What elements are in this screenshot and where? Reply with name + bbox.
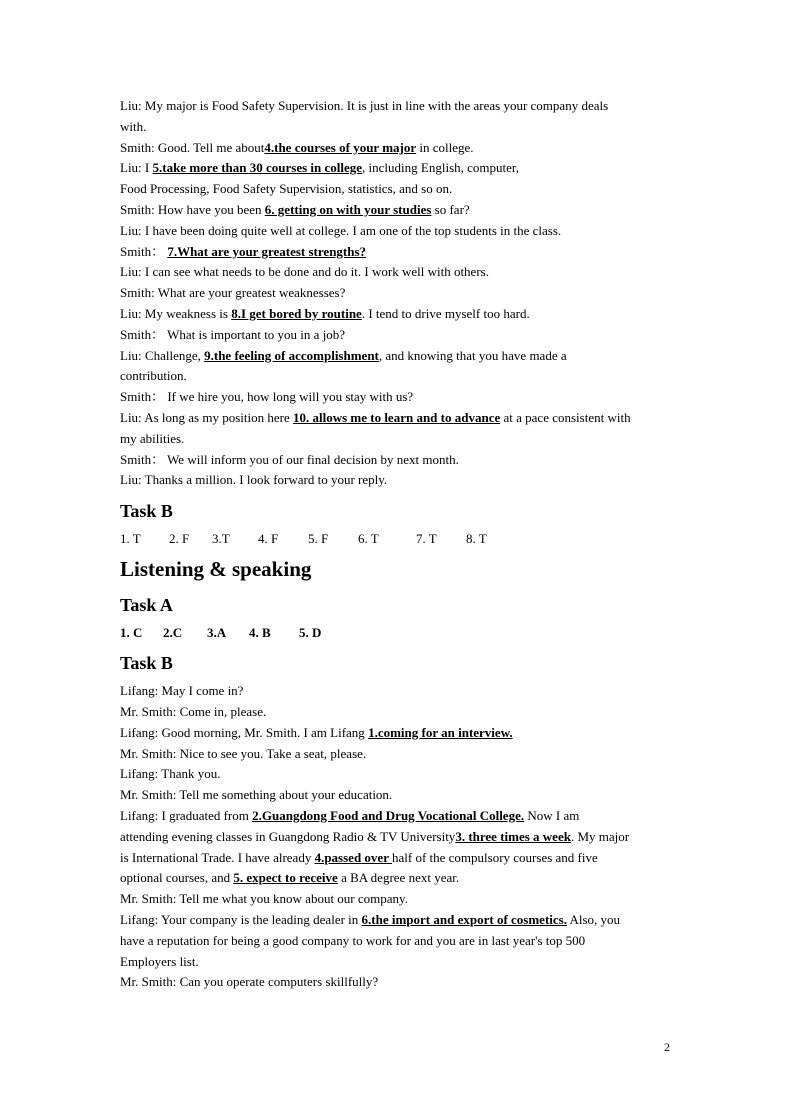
answer-item: 2.C	[163, 625, 183, 641]
dialogue-line	[120, 681, 680, 702]
answer-blank: 4.passed over	[314, 849, 392, 865]
answer-item: 4. B	[249, 625, 271, 641]
dialogue-line	[120, 429, 680, 450]
dialogue-text: Food Processing, Food Safety Supervision, statistics, and so on.	[120, 181, 453, 197]
dialogue-text: Liu: My major is Food Safety Supervision. It is just in line with the areas your company deals	[120, 98, 609, 113]
dialogue-text: Liu: I have been doing quite well at college. I am one of the top students in the class.	[120, 222, 562, 238]
task-b-answer-key	[120, 529, 680, 549]
dialogue-line	[120, 366, 680, 387]
answer-item: 1. T	[120, 531, 141, 547]
dialogue-line	[120, 972, 680, 993]
task-b2-heading: Task B	[120, 653, 173, 674]
dialogue-line	[120, 304, 680, 325]
dialogue-line	[120, 262, 680, 283]
dialogue-text: . I tend to drive myself too hard.	[361, 305, 530, 321]
dialogue-line	[120, 117, 680, 138]
answer-blank: 2.Guangdong Food and Drug Vocational College.	[252, 807, 525, 823]
dialogue-text: . My major	[570, 828, 630, 844]
dialogue-lifang-smith	[120, 681, 680, 993]
dialogue-text: Liu: I can see what needs to be done and do it. I work well with others.	[120, 264, 489, 280]
dialogue-line	[120, 889, 680, 910]
answer-blank: 5.take more than 30 courses in college	[152, 160, 363, 176]
dialogue-text: , and knowing that you have made a	[378, 347, 567, 363]
answer-blank: 1.coming for an interview.	[368, 724, 513, 740]
page-content	[120, 96, 680, 993]
dialogue-line	[120, 96, 680, 117]
dialogue-text: Smith: How have you been	[120, 201, 265, 217]
answer-blank: 6. getting on with your studies	[264, 201, 432, 217]
dialogue-line	[120, 764, 680, 785]
dialogue-text: at a pace consistent with	[500, 409, 631, 425]
answer-item: 3.A	[207, 625, 227, 641]
dialogue-line	[120, 723, 680, 744]
task-b-heading: Task B	[120, 501, 173, 522]
dialogue-text: Mr. Smith: Can you operate computers skillfully?	[120, 974, 379, 990]
dialogue-line	[120, 408, 680, 429]
answer-item: 1. C	[120, 625, 143, 641]
dialogue-line	[120, 283, 680, 304]
dialogue-text: attending evening classes in Guangdong Radio & TV University	[120, 828, 456, 844]
answer-item: 4. F	[258, 531, 279, 547]
answer-item: 2. F	[169, 531, 190, 547]
task-a-answer-key	[120, 623, 680, 643]
dialogue-text: Smith: What are your greatest weaknesses?	[120, 285, 346, 301]
answer-blank: 4.the courses of your major	[264, 139, 417, 155]
dialogue-line	[120, 346, 680, 367]
dialogue-text: so far?	[431, 201, 470, 217]
dialogue-line	[120, 221, 680, 242]
dialogue-text: in college.	[416, 139, 474, 155]
dialogue-line	[120, 848, 680, 869]
dialogue-text: Liu: Challenge,	[120, 347, 205, 363]
dialogue-text: with.	[120, 118, 147, 134]
dialogue-text: contribution.	[120, 368, 187, 384]
answer-blank: 9.the feeling of accomplishment	[204, 347, 379, 363]
dialogue-text: Employers list.	[120, 953, 199, 969]
dialogue-line	[120, 325, 680, 346]
answer-blank: 6.the import and export of cosmetics.	[361, 911, 567, 927]
dialogue-text: Lifang: Thank you.	[120, 766, 221, 782]
dialogue-text: , including English, computer,	[362, 160, 519, 176]
dialogue-line	[120, 744, 680, 765]
dialogue-text: Smith：	[120, 243, 168, 259]
dialogue-text: Mr. Smith: Tell me what you know about our company.	[120, 891, 408, 907]
dialogue-text: Liu: I	[120, 160, 153, 176]
dialogue-text: Now I am	[524, 807, 580, 823]
dialogue-line	[120, 702, 680, 723]
dialogue-line	[120, 242, 680, 263]
dialogue-line	[120, 827, 680, 848]
dialogue-text: Liu: Thanks a million. I look forward to your reply.	[120, 472, 388, 488]
answer-blank: 10. allows me to learn and to advance	[292, 409, 501, 425]
dialogue-text: Also, you	[566, 911, 621, 927]
dialogue-line	[120, 931, 680, 952]
dialogue-text: have a reputation for being a good company to work for and you are in last year's top 500	[120, 932, 586, 948]
dialogue-text: my abilities.	[120, 430, 185, 446]
dialogue-text: Smith: Good. Tell me about	[120, 139, 265, 155]
dialogue-line	[120, 785, 680, 806]
dialogue-line	[120, 200, 680, 221]
dialogue-line	[120, 952, 680, 973]
dialogue-line	[120, 910, 680, 931]
answer-blank: 7.What are your greatest strengths?	[167, 243, 367, 259]
dialogue-text: a BA degree next year.	[337, 870, 460, 886]
answer-item: 8. T	[466, 531, 487, 547]
dialogue-text: Lifang: I graduated from	[120, 807, 253, 823]
dialogue-text: Smith： What is important to you in a job?	[120, 326, 346, 342]
dialogue-line	[120, 158, 680, 179]
dialogue-text: Mr. Smith: Nice to see you. Take a seat, please.	[120, 745, 367, 761]
dialogue-line	[120, 806, 680, 827]
dialogue-line	[120, 179, 680, 200]
answer-item: 5. F	[308, 531, 329, 547]
task-a-heading: Task A	[120, 595, 173, 616]
dialogue-text: Lifang: May I come in?	[120, 683, 244, 699]
dialogue-text: Mr. Smith: Tell me something about your education.	[120, 787, 393, 803]
dialogue-text: Smith： If we hire you, how long will you stay with us?	[120, 389, 414, 405]
answer-blank: 8.I get bored by routine	[231, 305, 362, 321]
dialogue-text: Lifang: Good morning, Mr. Smith. I am Lifang	[120, 724, 369, 740]
dialogue-text: is International Trade. I have already	[120, 849, 315, 865]
dialogue-line	[120, 470, 680, 491]
answer-blank: 3. three times a week	[455, 828, 571, 844]
answer-item: 7. T	[416, 531, 437, 547]
answer-item: 5. D	[299, 625, 322, 641]
answer-blank: 5. expect to receive	[233, 870, 338, 886]
section-title: Listening & speaking	[120, 557, 312, 582]
dialogue-text: Liu: As long as my position here	[120, 409, 293, 425]
dialogue-text: Liu: My weakness is	[120, 305, 232, 321]
dialogue-line	[120, 450, 680, 471]
dialogue-text: Mr. Smith: Come in, please.	[120, 703, 267, 719]
dialogue-line	[120, 387, 680, 408]
dialogue-line	[120, 138, 680, 159]
dialogue-text: Smith： We will inform you of our final decision by next month.	[120, 451, 459, 467]
answer-item: 6. T	[358, 531, 379, 547]
page-number: 2	[664, 1040, 670, 1054]
dialogue-text: Lifang: Your company is the leading dealer in	[120, 911, 362, 927]
dialogue-text: half of the compulsory courses and five	[391, 849, 598, 865]
answer-item: 3.T	[212, 531, 230, 547]
dialogue-text: optional courses, and	[120, 870, 234, 886]
dialogue-smith-liu	[120, 96, 680, 491]
dialogue-line	[120, 868, 680, 889]
